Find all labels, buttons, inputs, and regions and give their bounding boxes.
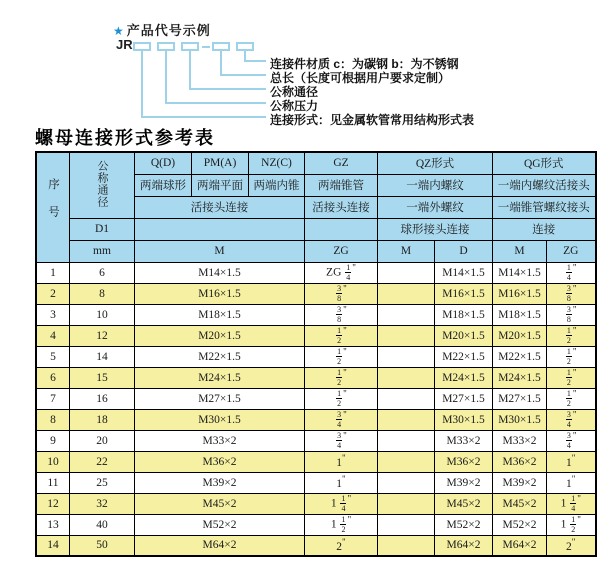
- cell-m: M39×2: [135, 472, 305, 493]
- table-row: [36, 430, 596, 451]
- header-qz-m: M: [378, 240, 435, 262]
- cell-qz-m: [378, 493, 435, 514]
- cell-m: M14×1.5: [135, 262, 305, 283]
- cell-qz-d: M39×2: [435, 472, 493, 493]
- cell-qg-m: M30×1.5: [493, 409, 547, 430]
- cell-zg: ZG $\frac{1}{4}$ ": [305, 262, 378, 283]
- table-row: [36, 514, 596, 535]
- cell-seq: 13: [36, 514, 70, 535]
- header-col-gz: GZ: [305, 152, 378, 174]
- code-prefix: JR: [116, 37, 133, 52]
- product-code-diagram: [0, 0, 600, 125]
- header-dn-label: 公称通径: [96, 159, 108, 208]
- label-connection-form: 连接形式：见金属软管常用结构形式表: [270, 113, 475, 127]
- cell-qg-m: M52×2: [493, 514, 547, 535]
- cell-dn: 14: [70, 346, 135, 367]
- cell-qg-zg: $\frac{3}{4}$ ": [547, 430, 596, 451]
- cell-zg: 1": [305, 472, 378, 493]
- cell-seq: 8: [36, 409, 70, 430]
- cell-qg-zg: 1": [547, 451, 596, 472]
- header-nz-desc: 两端内锥: [249, 174, 305, 196]
- cell-dn: 8: [70, 283, 135, 304]
- cell-qz-m: [378, 325, 435, 346]
- header-m: M: [135, 240, 305, 262]
- nut-connection-table: [35, 151, 597, 557]
- cell-m: M24×1.5: [135, 367, 305, 388]
- table-header: [36, 152, 596, 262]
- table-row: [36, 472, 596, 493]
- cell-qg-zg: $\frac{3}{4}$ ": [547, 409, 596, 430]
- cell-qz-d: M16×1.5: [435, 283, 493, 304]
- cell-qg-m: M22×1.5: [493, 346, 547, 367]
- cell-qz-m: [378, 514, 435, 535]
- cell-zg: $\frac{3}{8}$ ": [305, 283, 378, 304]
- cell-seq: 12: [36, 493, 70, 514]
- cell-seq: 10: [36, 451, 70, 472]
- cell-dn: 40: [70, 514, 135, 535]
- cell-qg-zg: $\frac{3}{8}$ ": [547, 304, 596, 325]
- header-qg-conn: 连接: [493, 218, 596, 240]
- cell-qg-zg: $\frac{1}{2}$ ": [547, 346, 596, 367]
- header-seq-label: 序号: [47, 178, 59, 234]
- cell-qz-d: M45×2: [435, 493, 493, 514]
- cell-qz-m: [378, 367, 435, 388]
- cell-dn: 15: [70, 367, 135, 388]
- cell-m: M33×2: [135, 430, 305, 451]
- header-pm-desc: 两端平面: [192, 174, 249, 196]
- cell-qz-m: [378, 430, 435, 451]
- code-dash: [202, 46, 210, 48]
- cell-zg: $\frac{1}{2}$ ": [305, 346, 378, 367]
- cell-m: M20×1.5: [135, 325, 305, 346]
- code-box-4: [212, 42, 230, 51]
- cell-dn: 32: [70, 493, 135, 514]
- header-qg-zg: ZG: [547, 240, 596, 262]
- header-col-qg: QG形式: [493, 152, 596, 174]
- code-box-1: [133, 42, 151, 51]
- cell-zg: $\frac{3}{4}$ ": [305, 409, 378, 430]
- cell-m: M64×2: [135, 535, 305, 556]
- cell-seq: 14: [36, 535, 70, 556]
- cell-seq: 7: [36, 388, 70, 409]
- cell-zg: 1 $\frac{1}{2}$ ": [305, 514, 378, 535]
- code-box-2: [157, 42, 175, 51]
- cell-qz-d: M33×2: [435, 430, 493, 451]
- cell-zg: $\frac{1}{2}$ ": [305, 367, 378, 388]
- cell-m: M36×2: [135, 451, 305, 472]
- header-col-qz: QZ形式: [378, 152, 493, 174]
- cell-qz-d: M52×2: [435, 514, 493, 535]
- table-row: [36, 283, 596, 304]
- header-qz-d: D: [435, 240, 493, 262]
- header-qd-desc: 两端球形: [135, 174, 192, 196]
- cell-m: M52×2: [135, 514, 305, 535]
- header-gz-union: 活接头连接: [305, 196, 378, 218]
- cell-qz-d: M30×1.5: [435, 409, 493, 430]
- cell-dn: 10: [70, 304, 135, 325]
- diagram-title-text: 产品代号示例: [126, 23, 211, 38]
- cell-seq: 2: [36, 283, 70, 304]
- cell-qg-m: M16×1.5: [493, 283, 547, 304]
- header-dn: [70, 152, 135, 218]
- cell-qz-m: [378, 388, 435, 409]
- cell-qg-zg: $\frac{1}{4}$ ": [547, 262, 596, 283]
- cell-qg-zg: 1 $\frac{1}{2}$ ": [547, 514, 596, 535]
- cell-qz-m: [378, 283, 435, 304]
- header-qz-conn: 球形接头连接: [378, 218, 493, 240]
- cell-qz-d: M22×1.5: [435, 346, 493, 367]
- star-icon: ★: [113, 24, 125, 38]
- cell-seq: 9: [36, 430, 70, 451]
- cell-dn: 6: [70, 262, 135, 283]
- code-box-3: [181, 42, 199, 51]
- header-qg-desc1: 一端内螺纹活接头: [493, 174, 596, 196]
- header-col-pm: PM(A): [192, 152, 249, 174]
- table-row: [36, 388, 596, 409]
- cell-qg-zg: $\frac{1}{2}$ ": [547, 367, 596, 388]
- cell-qg-m: M64×2: [493, 535, 547, 556]
- cell-dn: 20: [70, 430, 135, 451]
- header-qg-m: M: [493, 240, 547, 262]
- header-empty-gz: [305, 218, 378, 240]
- cell-qg-zg: 1 $\frac{1}{4}$ ": [547, 493, 596, 514]
- label-material: 连接件材质 c：为碳钢 b：为不锈钢: [270, 57, 459, 71]
- header-qz-desc2: 一端外螺纹: [378, 196, 493, 218]
- table-row: [36, 409, 596, 430]
- cell-qz-d: M27×1.5: [435, 388, 493, 409]
- cell-seq: 4: [36, 325, 70, 346]
- cell-dn: 16: [70, 388, 135, 409]
- table-row: [36, 451, 596, 472]
- cell-qg-m: M24×1.5: [493, 367, 547, 388]
- header-qg-desc2: 一端锥管螺纹接头: [493, 196, 596, 218]
- code-box-5: [236, 42, 254, 51]
- table-row: [36, 262, 596, 283]
- table-row: [36, 367, 596, 388]
- cell-qg-m: M20×1.5: [493, 325, 547, 346]
- cell-qz-d: M64×2: [435, 535, 493, 556]
- cell-m: M16×1.5: [135, 283, 305, 304]
- table-row: [36, 535, 596, 556]
- cell-zg: $\frac{1}{2}$ ": [305, 388, 378, 409]
- cell-qg-m: M18×1.5: [493, 304, 547, 325]
- cell-m: M18×1.5: [135, 304, 305, 325]
- cell-dn: 25: [70, 472, 135, 493]
- cell-dn: 12: [70, 325, 135, 346]
- cell-qz-m: [378, 409, 435, 430]
- header-mm: mm: [70, 240, 135, 262]
- header-empty-left: [135, 218, 305, 240]
- table-row: [36, 325, 596, 346]
- header-zg: ZG: [305, 240, 378, 262]
- cell-qz-d: M24×1.5: [435, 367, 493, 388]
- cell-zg: $\frac{1}{2}$ ": [305, 325, 378, 346]
- header-gz-desc: 两端锥管: [305, 174, 378, 196]
- table-row: [36, 493, 596, 514]
- header-d1: D1: [70, 218, 135, 240]
- cell-zg: $\frac{3}{4}$ ": [305, 430, 378, 451]
- cell-qg-m: M45×2: [493, 493, 547, 514]
- cell-zg: $\frac{3}{8}$ ": [305, 304, 378, 325]
- cell-m: M30×1.5: [135, 409, 305, 430]
- cell-qg-m: M33×2: [493, 430, 547, 451]
- cell-qg-m: M36×2: [493, 451, 547, 472]
- table-row: [36, 346, 596, 367]
- cell-qz-m: [378, 262, 435, 283]
- cell-dn: 50: [70, 535, 135, 556]
- cell-qz-m: [378, 472, 435, 493]
- cell-seq: 3: [36, 304, 70, 325]
- header-seq: [36, 152, 70, 262]
- header-col-nz: NZ(C): [249, 152, 305, 174]
- cell-qg-zg: 1": [547, 472, 596, 493]
- table-row: [36, 304, 596, 325]
- label-nominal-diameter: 公称通径: [270, 85, 319, 99]
- cell-seq: 5: [36, 346, 70, 367]
- cell-qz-m: [378, 346, 435, 367]
- cell-qz-d: M20×1.5: [435, 325, 493, 346]
- table-title: 螺母连接形式参考表: [35, 128, 215, 148]
- cell-qz-d: M18×1.5: [435, 304, 493, 325]
- table-body: [36, 262, 596, 556]
- cell-dn: 18: [70, 409, 135, 430]
- cell-qz-m: [378, 535, 435, 556]
- header-union-conn: 活接头连接: [135, 196, 305, 218]
- header-qz-desc1: 一端内螺纹: [378, 174, 493, 196]
- cell-m: M45×2: [135, 493, 305, 514]
- cell-seq: 1: [36, 262, 70, 283]
- cell-qg-m: M14×1.5: [493, 262, 547, 283]
- cell-zg: 2": [305, 535, 378, 556]
- cell-qz-m: [378, 451, 435, 472]
- cell-seq: 6: [36, 367, 70, 388]
- cell-qg-zg: $\frac{1}{2}$ ": [547, 388, 596, 409]
- cell-qz-d: M14×1.5: [435, 262, 493, 283]
- label-total-length: 总长（长度可根据用户要求定制）: [270, 71, 451, 85]
- connector-line: [141, 51, 266, 118]
- cell-qz-d: M36×2: [435, 451, 493, 472]
- cell-m: M27×1.5: [135, 388, 305, 409]
- cell-seq: 11: [36, 472, 70, 493]
- cell-qg-zg: $\frac{3}{8}$ ": [547, 283, 596, 304]
- label-nominal-pressure: 公称压力: [270, 99, 319, 113]
- cell-qz-m: [378, 304, 435, 325]
- cell-m: M22×1.5: [135, 346, 305, 367]
- cell-qg-zg: 2": [547, 535, 596, 556]
- cell-qg-m: M27×1.5: [493, 388, 547, 409]
- header-col-qd: Q(D): [135, 152, 192, 174]
- cell-qg-zg: $\frac{1}{2}$ ": [547, 325, 596, 346]
- cell-qg-m: M39×2: [493, 472, 547, 493]
- cell-zg: 1 $\frac{1}{4}$ ": [305, 493, 378, 514]
- cell-zg: 1": [305, 451, 378, 472]
- cell-dn: 22: [70, 451, 135, 472]
